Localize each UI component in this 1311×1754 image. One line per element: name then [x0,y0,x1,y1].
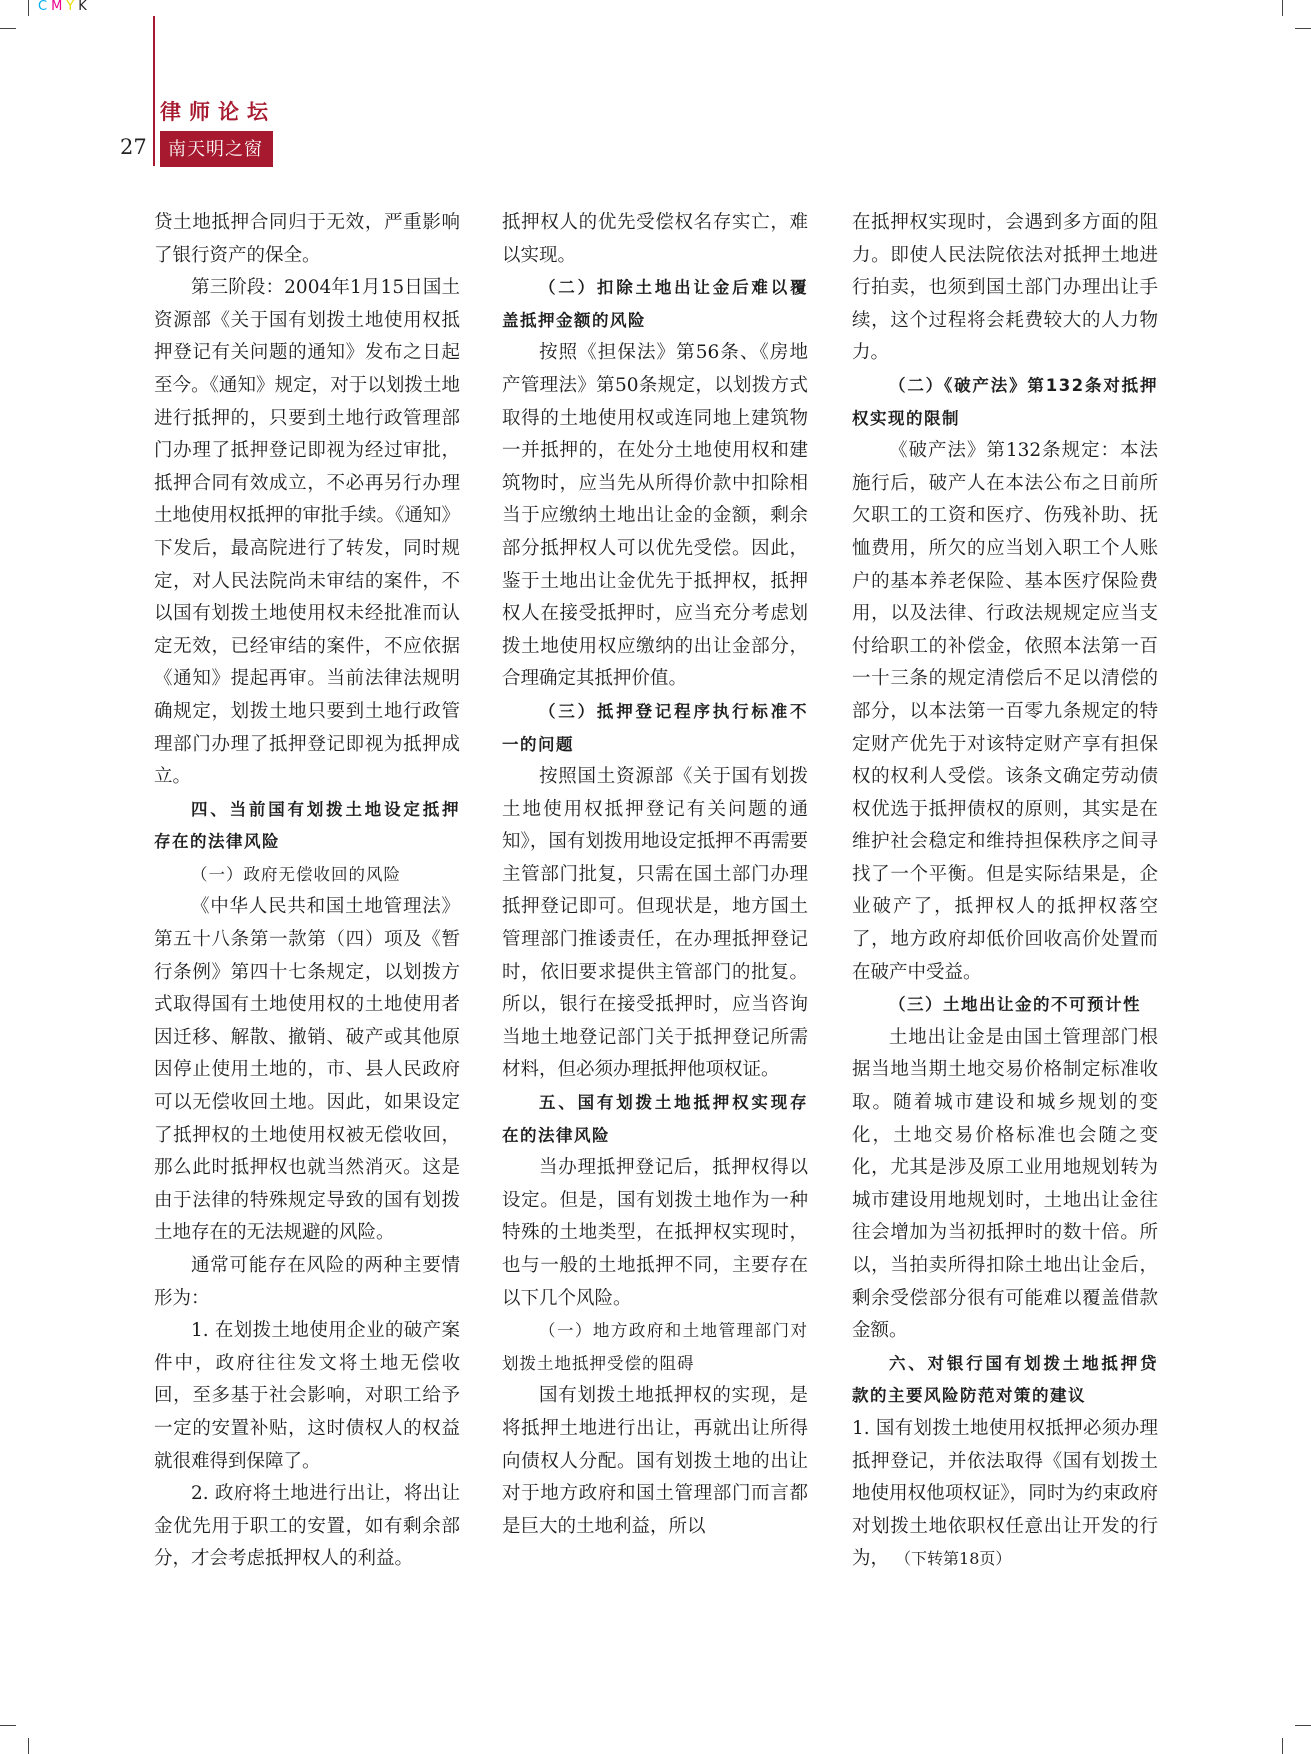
crop-mark-bl-h [0,1725,16,1726]
section-heading: 五、国有划拨土地抵押权实现存在的法律风险 [502,1093,808,1145]
body-paragraph: 2. 政府将土地进行出让，将出让金优先用于职工的安置，如有剩余部分，才会考虑抵押权人的利益。 [154,1483,460,1570]
article-column-middle [502,207,808,1543]
subsection-heading: （一）政府无偿收回的风险 [191,864,401,884]
cmyk-y: Y [66,0,79,14]
article-column-left [154,207,460,1576]
body-paragraph: 国有划拨土地抵押权的实现，是将抵押土地进行出让，再就出让所得向债权人分配。国有划拨土地的出让对于地方政府和国土管理部门而言都是巨大的土地利益，所以 [502,1385,808,1537]
article-column-right [852,207,1158,1576]
body-paragraph: 贷土地抵押合同归于无效，严重影响了银行资产的保全。 [154,212,460,266]
crop-mark-tr-h [1295,28,1311,29]
body-paragraph: 按照《担保法》第56条、《房地产管理法》第50条规定，以划拨方式取得的土地使用权或连同地上建筑物一并抵押的，在处分土地使用权和建筑物时，应当先从所得价款中扣除相当于应缴纳土地出让金的金额，剩余部分抵押权人可以优先受偿。因此，鉴于土地出让金优先于抵押权，抵押权人在接受抵押时，应当充分考虑划拨土地使用权应缴纳的出让金部分，合理确定其抵押价值。 [502,342,808,690]
section-heading: （二）扣除土地出让金后难以覆盖抵押金额的风险 [502,278,808,330]
header-accent-bar [153,16,155,166]
section-heading: （三）抵押登记程序执行标准不一的问题 [502,701,808,754]
body-paragraph: 在抵押权实现时，会遇到多方面的阻力。即使人民法院依法对抵押土地进行拍卖，也须到国土部门办理出让手续，这个过程将会耗费较大的人力物力。 [852,212,1158,364]
section-heading: （二）《破产法》第132条对抵押权实现的限制 [852,375,1158,428]
crop-mark-tr-v [1282,0,1283,16]
crop-mark-br-v [1282,1738,1283,1754]
cmyk-m: M [51,0,67,14]
crop-mark-br-h [1295,1725,1311,1726]
body-paragraph: 《破产法》第132条规定：本法施行后，破产人在本法公布之日前所欠职工的工资和医疗、伤残补助、抚恤费用，所欠的应当划入职工个人账户的基本养老保险、基本医疗保险费用，以及法律、行政法规规定应当支付给职工的补偿金，依照本法第一百一十三条的规定清偿后不足以清偿的部分，以本法第一百零九条规定的特定财产优先于对该特定财产享有担保权的权利人受偿。该条文确定劳动债权优选于抵押债权的原则，其实是在维护社会稳定和维持担保秩序之间寻找了一个平衡。但是实际结果是，企业破产了，抵押权人的抵押权落空了，地方政府却低价回收高价处置而在破产中受益。 [852,440,1158,983]
continuation-note: （下转第18页） [895,1549,1012,1569]
section-heading: （三）土地出让金的不可预计性 [889,995,1141,1015]
body-paragraph: 当办理抵押登记后，抵押权得以设定。但是，国有划拨土地作为一种特殊的土地类型，在抵押权实现时，也与一般的土地抵押不同，主要存在以下几个风险。 [502,1157,808,1309]
section-heading: 六、对银行国有划拨土地抵押贷款的主要风险防范对策的建议 [852,1353,1158,1406]
body-paragraph: 通常可能存在风险的两种主要情形为： [154,1255,460,1309]
column-name-badge: 南天明之窗 [160,131,273,167]
crop-mark-bl-v [28,1738,29,1754]
body-paragraph: 抵押权人的优先受偿权名存实亡，难以实现。 [502,212,808,266]
cmyk-c: C [38,0,52,14]
cmyk-registration-mark [38,0,91,14]
body-paragraph: 第三阶段：2004年1月15日国土资源部《关于国有划拨土地使用权抵押登记有关问题的通知》发布之日起至今。《通知》规定，对于以划拨土地进行抵押的，只要到土地行政管理部门办理了抵押登记即视为经过审批，抵押合同有效成立，不必再另行办理土地使用权抵押的审批手续。《通知》下发后，最高院进行了转发，同时规定，对人民法院尚未审结的案件，不以国有划拨土地使用权未经批准而认定无效，已经审结的案件，不应依据《通知》提起再审。当前法律法规明确规定，划拨土地只要到土地行政管理部门办理了抵押登记即视为抵押成立。 [154,277,460,788]
section-heading: 四、当前国有划拨土地设定抵押存在的法律风险 [154,799,460,852]
crop-mark-tl-h [0,28,16,29]
subsection-heading: （一）地方政府和土地管理部门对划拨土地抵押受偿的阻碍 [502,1321,808,1373]
page-number: 27 [120,135,147,159]
body-paragraph: 《中华人民共和国土地管理法》第五十八条第一款第（四）项及《暂行条例》第四十七条规定，以划拨方式取得国有土地使用权的土地使用者因迁移、解散、撤销、破产或其他原因停止使用土地的，市、县人民政府可以无偿收回土地。因此，如果设定了抵押权的土地使用权被无偿收回，那么此时抵押权也就当然消灭。这是由于法律的特殊规定导致的国有划拨土地存在的无法规避的风险。 [154,896,460,1244]
body-paragraph: 土地出让金是由国土管理部门根据当地当期土地交易价格制定标准收取。随着城市建设和城乡规划的变化，土地交易价格标准也会随之变化，尤其是涉及原工业用地规划转为城市建设用地规划时，土地出让金往往会增加为当初抵押时的数十倍。所以，当拍卖所得扣除土地出让金后，剩余受偿部分很有可能难以覆盖借款金额。 [852,1026,1158,1342]
cmyk-k: K [78,0,91,14]
body-paragraph: 1. 在划拨土地使用企业的破产案件中，政府往往发文将土地无偿收回，至多基于社会影响，对职工给予一定的安置补贴，这时债权人的权益就很难得到保障了。 [154,1320,460,1472]
body-paragraph: 1. 国有划拨土地使用权抵押必须办理抵押登记，并依法取得《国有划拨土地使用权他项权证》，同时为约束政府对划拨土地依职权任意出让开发的行为， [852,1417,1158,1570]
section-title: 律师论坛 [160,100,276,124]
body-paragraph: 按照国土资源部《关于国有划拨土地使用权抵押登记有关问题的通知》，国有划拨用地设定抵押不再需要主管部门批复，只需在国土部门办理抵押登记即可。但现状是，地方国土管理部门推诿责任，在办理抵押登记时，依旧要求提供主管部门的批复。所以，银行在接受抵押时，应当咨询当地土地登记部门关于抵押登记所需材料，但必须办理抵押他项权证。 [502,766,808,1081]
crop-mark-tl-v [28,0,29,16]
